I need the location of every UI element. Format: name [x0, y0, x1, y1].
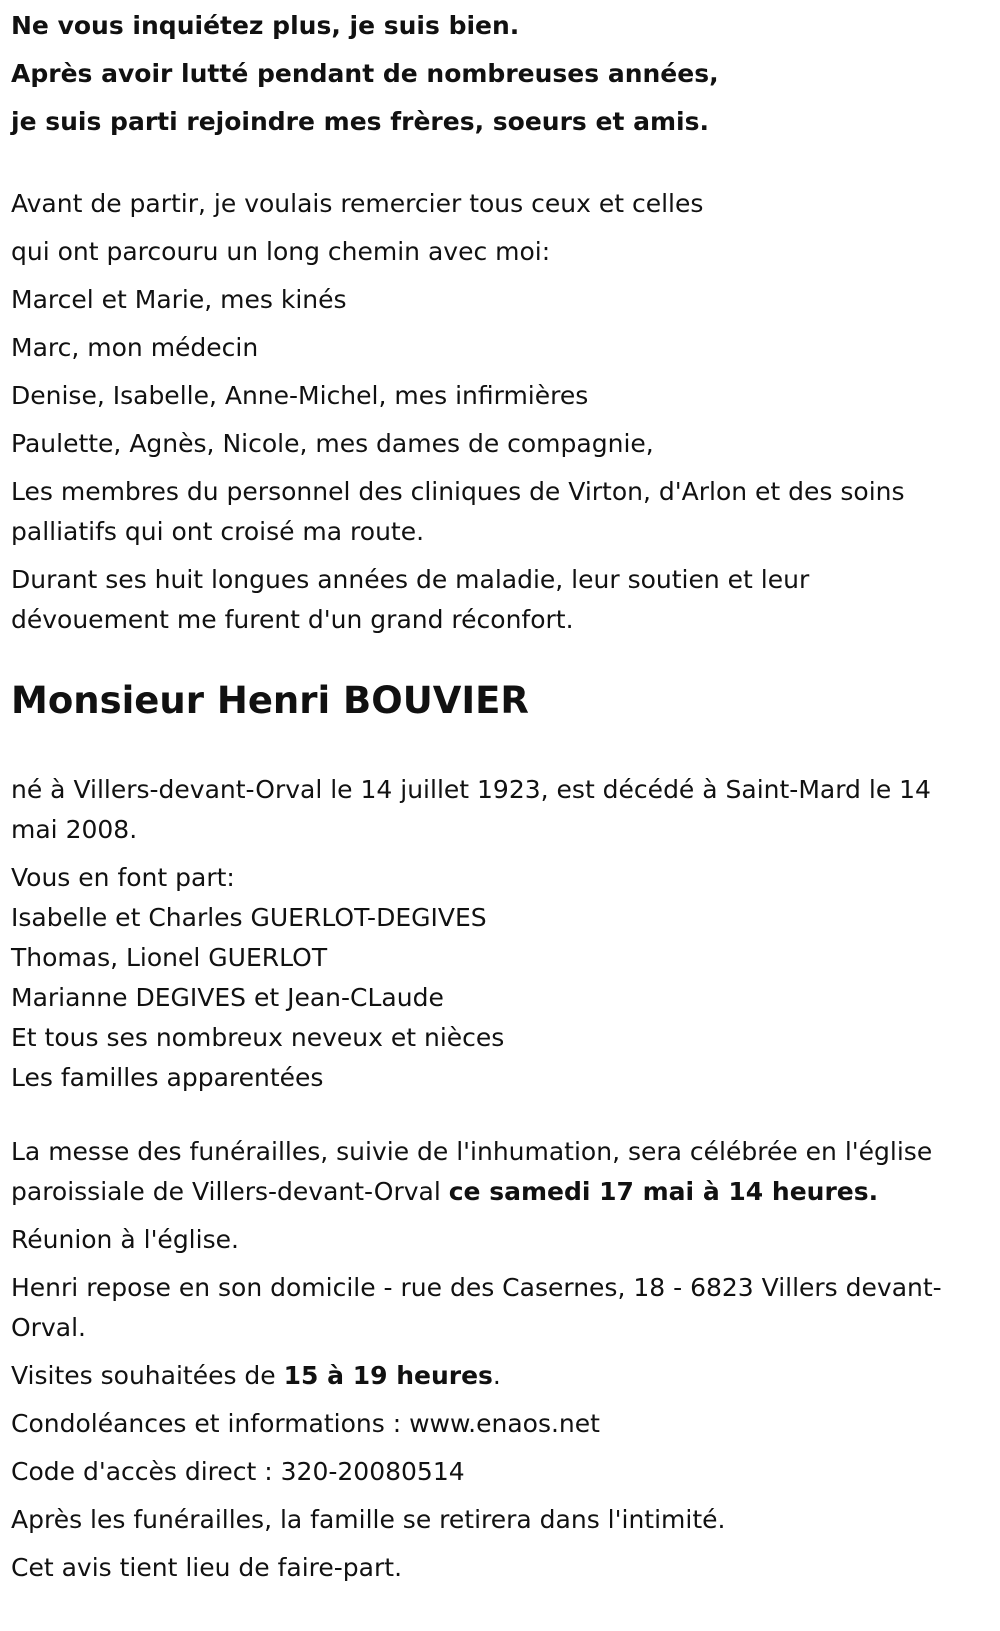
mass-text: La messe des funérailles, suivie de l'inhumation, sera célébrée en l'église paroissiale de Villers-devant-Orval — [11, 1137, 933, 1206]
after-funeral-text: Après les funérailles, la famille se retirera dans l'intimité. — [11, 1505, 726, 1534]
visits-hours: 15 à 19 heures — [283, 1361, 493, 1390]
deceased-name: Monsieur Henri BOUVIER — [11, 679, 529, 722]
thanks-line-8: Durant ses huit longues années de maladie, leur soutien et leur dévouement me furent d'un grand réconfort. — [11, 565, 810, 634]
family-line-5: Les familles apparentées — [11, 1063, 324, 1092]
birth-death-text: né à Villers-devant-Orval le 14 juillet 1923, est décédé à Saint-Mard le 14 mai 2008. — [11, 775, 931, 844]
spacer — [11, 150, 958, 184]
spacer — [11, 1098, 958, 1132]
access-code-text: Code d'accès direct : 320-20080514 — [11, 1457, 465, 1486]
intro-line-3: je suis parti rejoindre mes frères, soeurs et amis. — [11, 107, 709, 136]
notice-text: Cet avis tient lieu de faire-part. — [11, 1553, 403, 1582]
thanks-line-7: Les membres du personnel des cliniques de Virton, d'Arlon et des soins palliatifs qui ont croisé ma route. — [11, 477, 905, 546]
family-intro: Vous en font part: — [11, 863, 235, 892]
family-line-3: Marianne DEGIVES et Jean-CLaude — [11, 983, 444, 1012]
intro-line-2: Après avoir lutté pendant de nombreuses années, — [11, 59, 719, 88]
family-line-1: Isabelle et Charles GUERLOT-DEGIVES — [11, 903, 487, 932]
family-line-4: Et tous ses nombreux neveux et nièces — [11, 1023, 505, 1052]
thanks-line-1: Avant de partir, je voulais remercier tous ceux et celles — [11, 189, 704, 218]
family-line-2: Thomas, Lionel GUERLOT — [11, 943, 328, 972]
visits-paragraph — [11, 1356, 958, 1396]
rest-location-text: Henri repose en son domicile - rue des Casernes, 18 - 6823 Villers devant-Orval. — [11, 1273, 942, 1342]
visits-suffix: . — [492, 1361, 501, 1390]
thanks-line-3: Marcel et Marie, mes kinés — [11, 285, 347, 314]
mass-paragraph — [11, 1132, 958, 1212]
thanks-line-6: Paulette, Agnès, Nicole, mes dames de compagnie, — [11, 429, 654, 458]
thanks-line-2: qui ont parcouru un long chemin avec moi: — [11, 237, 551, 266]
meeting-text: Réunion à l'église. — [11, 1225, 239, 1254]
condolences-text: Condoléances et informations : www.enaos.net — [11, 1409, 600, 1438]
thanks-line-4: Marc, mon médecin — [11, 333, 259, 362]
intro-line-1: Ne vous inquiétez plus, je suis bien. — [11, 11, 520, 40]
mass-time: ce samedi 17 mai à 14 heures. — [448, 1177, 879, 1206]
thanks-line-5: Denise, Isabelle, Anne-Michel, mes infirmières — [11, 381, 589, 410]
visits-prefix: Visites souhaitées de — [11, 1361, 284, 1390]
